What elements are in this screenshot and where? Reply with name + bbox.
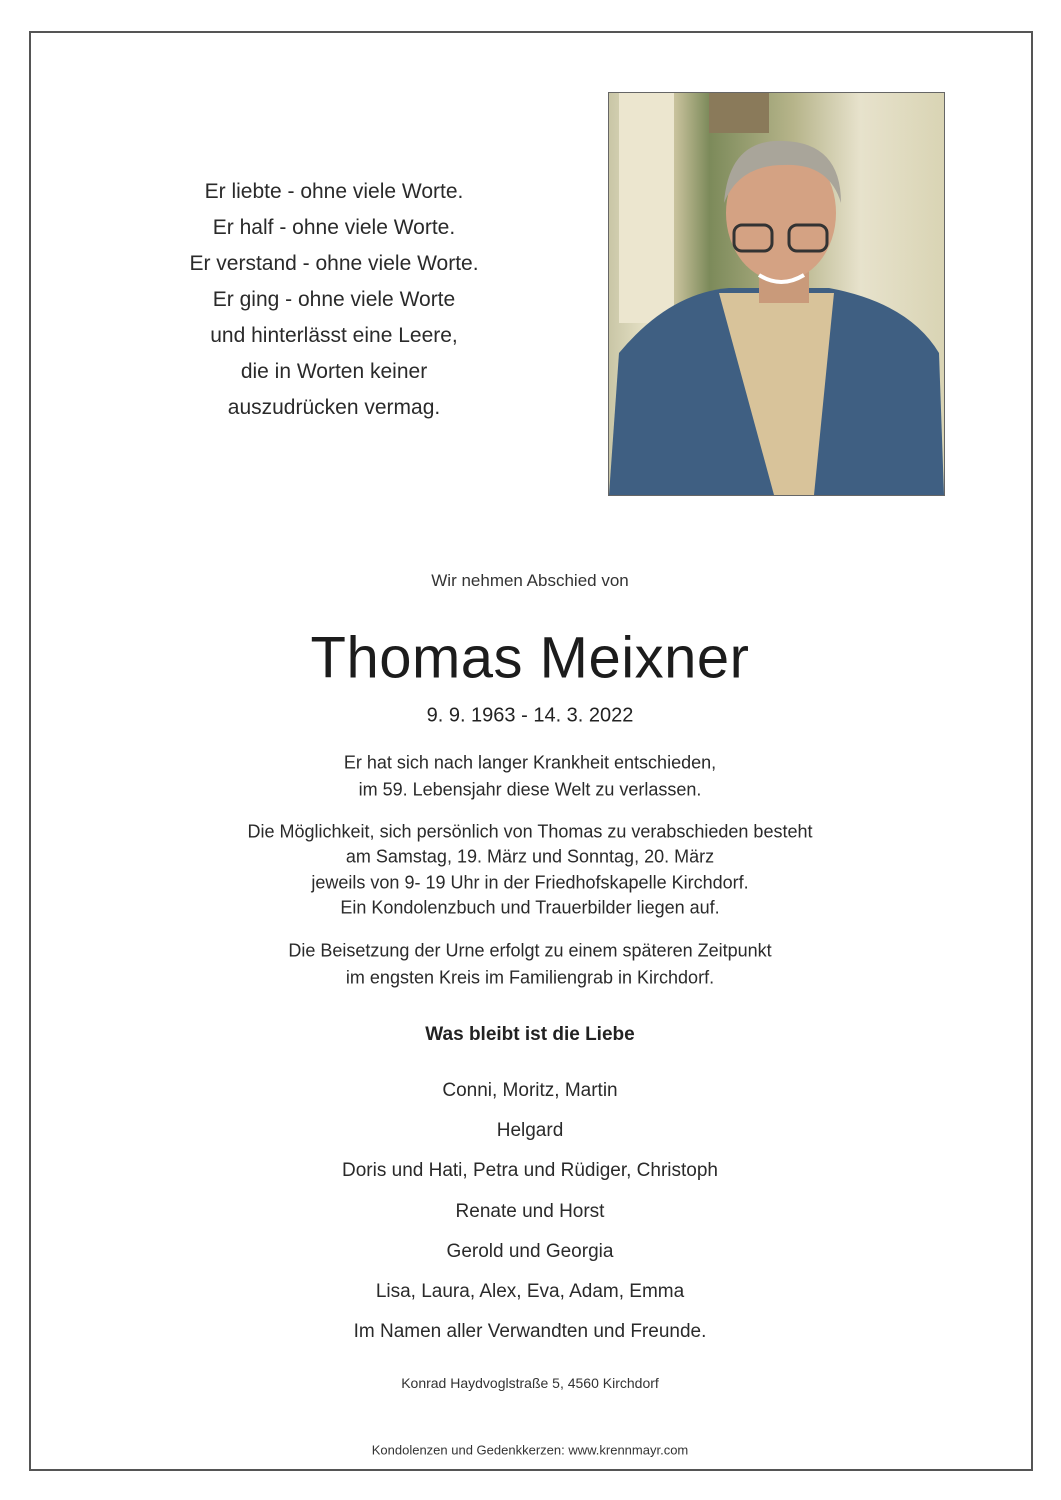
- poem-line: Er ging - ohne viele Worte: [212, 288, 456, 311]
- family-line: Helgard: [496, 1120, 564, 1141]
- paragraph-line: Die Beisetzung der Urne erfolgt zu einem späteren Zeitpunkt: [288, 940, 772, 961]
- motto: Was bleibt ist die Liebe: [425, 1024, 635, 1045]
- paragraph-line: Die Möglichkeit, sich persönlich von Thomas zu verabschieden besteht: [247, 821, 813, 842]
- poem-line: Er half - ohne viele Worte.: [212, 216, 456, 239]
- poem-line: Er liebte - ohne viele Worte.: [204, 180, 464, 203]
- family-line: Renate und Horst: [455, 1201, 605, 1222]
- portrait-photo: [608, 92, 945, 496]
- poem-line: Er verstand - ohne viele Worte.: [189, 252, 479, 275]
- intro-text: Wir nehmen Abschied von: [431, 571, 629, 590]
- poem-line: die in Worten keiner: [240, 360, 428, 383]
- paragraph-line: am Samstag, 19. März und Sonntag, 20. März: [345, 846, 715, 867]
- paragraph-line: jeweils von 9- 19 Uhr in der Friedhofskapelle Kirchdorf.: [311, 872, 749, 893]
- poem-line: und hinterlässt eine Leere,: [210, 324, 458, 347]
- poem-line: auszudrücken vermag.: [227, 396, 441, 419]
- footer-condolences: Kondolenzen und Gedenkkerzen: www.krennmayr.com: [371, 1442, 689, 1458]
- paragraph-line: im 59. Lebensjahr diese Welt zu verlassen.: [358, 779, 702, 800]
- deceased-name: Thomas Meixner: [310, 625, 750, 691]
- family-line: Gerold und Georgia: [446, 1241, 614, 1262]
- paragraph-line: im engsten Kreis im Familiengrab in Kirchdorf.: [345, 967, 715, 988]
- life-dates: 9. 9. 1963 - 14. 3. 2022: [426, 704, 634, 727]
- address: Konrad Haydvoglstraße 5, 4560 Kirchdorf: [401, 1375, 659, 1391]
- paragraph-line: Ein Kondolenzbuch und Trauerbilder liegen auf.: [340, 897, 720, 918]
- family-line: Im Namen aller Verwandten und Freunde.: [353, 1321, 707, 1342]
- family-line: Conni, Moritz, Martin: [442, 1080, 618, 1101]
- family-line: Lisa, Laura, Alex, Eva, Adam, Emma: [375, 1281, 685, 1302]
- family-line: Doris und Hati, Petra und Rüdiger, Christoph: [342, 1160, 718, 1181]
- paragraph-line: Er hat sich nach langer Krankheit entschieden,: [343, 752, 717, 773]
